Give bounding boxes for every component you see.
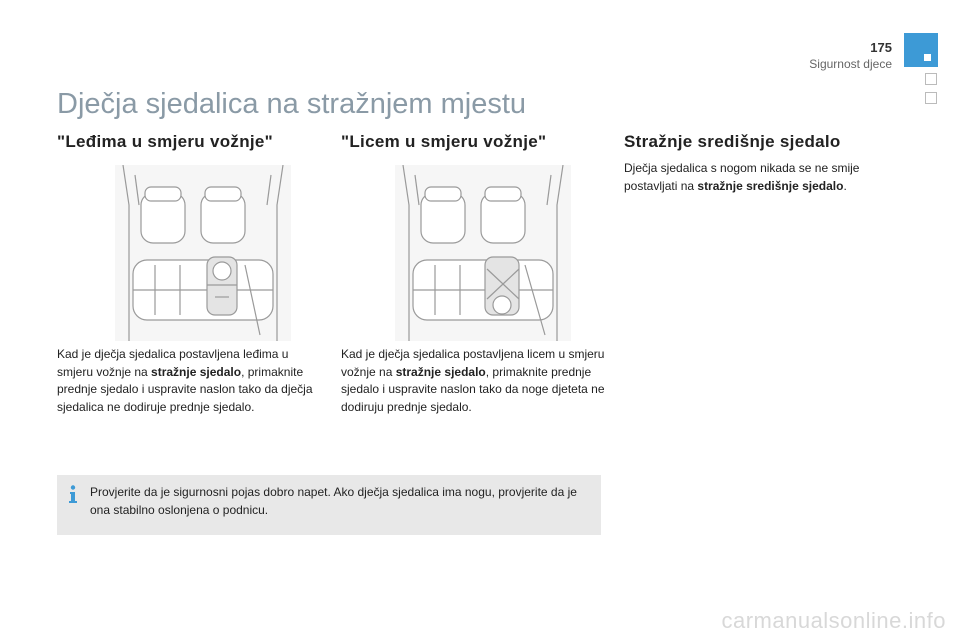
heading-rear-centre-seat: Stražnje središnje sjedalo bbox=[624, 132, 841, 151]
text-rear-centre-seat: Dječja sjedalica s nogom nikada se ne smije postavljati na stražnje središnje sjedalo. bbox=[624, 161, 860, 193]
figure-forward-facing bbox=[395, 165, 571, 341]
info-icon bbox=[65, 484, 81, 504]
car-seat-illustration bbox=[115, 165, 291, 341]
info-box bbox=[57, 475, 601, 535]
heading-rear-facing: "Leđima u smjeru vožnje" bbox=[57, 132, 274, 151]
car-seat-illustration bbox=[395, 165, 571, 341]
info-text: Provjerite da je sigurnosni pojas dobro napet. Ako dječja sjedalica ima nogu, provjerite da je ona stabilno oslonjena o podnicu. bbox=[90, 485, 577, 517]
page-number: 175 bbox=[870, 40, 892, 55]
section-tab-box[interactable] bbox=[925, 73, 937, 85]
section-tab-box[interactable] bbox=[925, 92, 937, 104]
text-rear-facing: Kad je dječja sjedalica postavljena leđima u smjeru vožnje na stražnje sjedalo, primaknite prednje sjedalo i uspravite naslon tako da dječja sjedalica ne dodiruje prednje sjedalo. bbox=[57, 347, 313, 414]
text-forward-facing: Kad je dječja sjedalica postavljena licem u smjeru vožnje na stražnje sjedalo, primaknite prednje sjedalo i uspravite naslon tako da noge djeteta ne dodiruju prednje sjedalo. bbox=[341, 347, 605, 414]
watermark: carmanualsonline.info bbox=[721, 608, 946, 633]
figure-rear-facing bbox=[115, 165, 291, 341]
heading-forward-facing: "Licem u smjeru vožnje" bbox=[341, 132, 547, 151]
section-name: Sigurnost djece bbox=[809, 57, 892, 71]
page-title: Dječja sjedalica na stražnjem mjestu bbox=[57, 88, 527, 120]
tab-marker bbox=[924, 54, 931, 61]
section-tab[interactable] bbox=[904, 33, 938, 67]
